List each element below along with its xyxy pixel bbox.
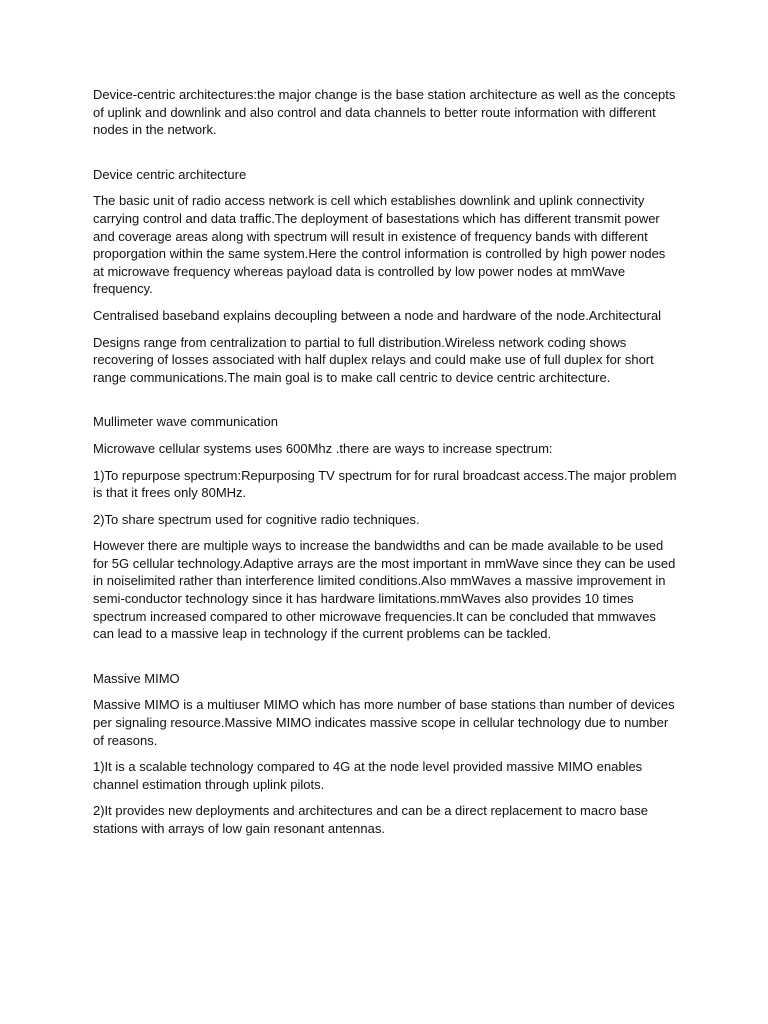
paragraph-new-deployments: 2)It provides new deployments and architectures and can be a direct replacement to macro base stations with arrays of low gain resonant antennas.	[93, 803, 648, 836]
paragraph-massive-mimo-intro: Massive MIMO is a multiuser MIMO which has more number of base stations than number of devices per signaling resource.Massive MIMO indicates massive scope in cellular technology due to number of reasons.	[93, 697, 675, 748]
paragraph-share-spectrum: 2)To share spectrum used for cognitive radio techniques.	[93, 511, 420, 527]
paragraph-designs-range: Designs range from centralization to partial to full distribution.Wireless network coding shows recovering of losses associated with half duplex relays and could make use of full duplex for short range communications.The main goal is to make call centric to device centric architecture.	[93, 334, 654, 385]
spacer	[93, 148, 677, 166]
paragraph-bandwidths: However there are multiple ways to increase the bandwidths and can be made available to be used for 5G cellular technology.Adaptive arrays are the most important in mmWave since they can be used in noiselimited rather than interference limited conditions.Also mmWaves a massive improvement in semi-conductor technology since it has hardware limitations.mmWaves also provides 10 times spectrum increased compared to other microwave frequencies.It can be concluded that mmwaves can lead to a massive leap in technology if the current problems can be tackled.	[93, 538, 676, 642]
intro-paragraph: Device-centric architectures:the major change is the base station architecture as well as the concepts of uplink and downlink and also control and data channels to better route information with different nodes in the network.	[93, 87, 676, 138]
spacer	[93, 652, 677, 670]
paragraph-centralised-baseband: Centralised baseband explains decoupling between a node and hardware of the node.Architectural	[93, 307, 662, 323]
document-body	[93, 86, 677, 847]
spacer	[93, 395, 677, 413]
section-heading-millimeter-wave: Mullimeter wave communication	[93, 414, 278, 430]
section-heading-massive-mimo: Massive MIMO	[93, 670, 180, 686]
paragraph-microwave-600mhz: Microwave cellular systems uses 600Mhz .there are ways to increase spectrum:	[93, 440, 553, 456]
section-heading-device-centric: Device centric architecture	[93, 166, 247, 182]
paragraph-repurpose-spectrum: 1)To repurpose spectrum:Repurposing TV spectrum for for rural broadcast access.The major problem is that it frees only 80MHz.	[93, 467, 677, 501]
paragraph-scalable-technology: 1)It is a scalable technology compared to 4G at the node level provided massive MIMO enables channel estimation through uplink pilots.	[93, 759, 643, 792]
paragraph-ran-cell: The basic unit of radio access network is cell which establishes downlink and uplink connectivity carrying control and data traffic.The deployment of basestations which has different transmit power and coverage areas along with spectrum will result in existence of frequency bands with different proporgation within the same system.Here the control information is controlled by high power nodes at microwave frequency whereas payload data is controlled by low power nodes at mmWave frequency.	[93, 193, 666, 297]
